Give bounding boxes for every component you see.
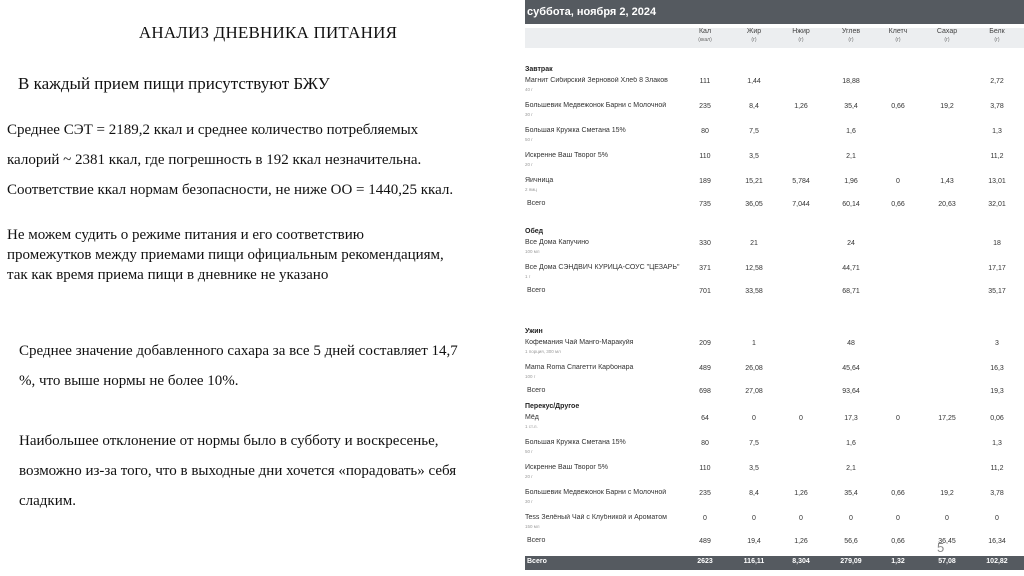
meal-section-title: Обед — [525, 228, 544, 235]
cell-value: 24 — [847, 240, 855, 247]
food-name: Большая Кружка Сметана 15% — [525, 127, 626, 134]
food-row[interactable] — [525, 464, 1024, 486]
cell-value: 1,3 — [992, 440, 1002, 447]
food-row[interactable] — [525, 239, 1024, 261]
column-header-2 — [781, 28, 821, 44]
food-name: Кофемания Чай Манго-Маракуйя — [525, 339, 634, 346]
paragraph-regime-line-1: Не можем судить о режиме питания и его соответствию — [7, 227, 364, 243]
paragraph-regime-line-2: промежутков между приемами пищи официальным рекомендациям, — [7, 247, 444, 263]
cell-value: 80 — [701, 128, 709, 135]
paragraph-calories-line-2: калорий ~ 2381 ккал, где погрешность в 192 ккал незначительна. — [7, 152, 422, 168]
cell-value: 27,08 — [745, 388, 763, 395]
cell-value: 8,4 — [749, 103, 759, 110]
cell-value: 7,5 — [749, 440, 759, 447]
day-total-value: 102,82 — [986, 558, 1008, 565]
cell-value: 489 — [699, 365, 711, 372]
cell-value: 21 — [750, 240, 758, 247]
food-name: Mama Roma Спагетти Карбонара — [525, 364, 634, 371]
cell-value: 64 — [701, 415, 709, 422]
cell-value: 19,4 — [747, 538, 761, 545]
paragraph-sugar — [19, 336, 524, 396]
cell-value: 56,6 — [844, 538, 858, 545]
cell-value: 33,58 — [745, 288, 763, 295]
column-header-0 — [685, 28, 725, 44]
column-header-name: Клетч — [888, 28, 908, 35]
cell-value: 1 — [752, 340, 756, 347]
cell-value: 1,26 — [794, 538, 808, 545]
cell-value: 93,64 — [842, 388, 860, 395]
food-name: Большевик Медвежонок Барни с Молочной — [525, 489, 667, 496]
food-row[interactable] — [525, 177, 1024, 199]
cell-value: 1,3 — [992, 128, 1002, 135]
column-header-name: Нжир — [792, 28, 810, 35]
cell-value: 0,66 — [891, 538, 905, 545]
cell-value: 68,71 — [842, 288, 860, 295]
food-row[interactable] — [525, 264, 1024, 286]
paragraph-weekend-line-3: сладким. — [19, 493, 76, 509]
paragraph-weekend-line-1: Наибольшее отклонение от нормы было в субботу и воскресенье, — [19, 433, 439, 449]
cell-value: 330 — [699, 240, 711, 247]
cell-value: 0 — [849, 515, 853, 522]
cell-value: 111 — [699, 78, 711, 85]
day-total-value: 57,08 — [938, 558, 956, 565]
food-row[interactable] — [525, 77, 1024, 99]
column-header-name: Кал — [698, 28, 712, 35]
meal-section-title: Завтрак — [525, 66, 553, 73]
column-header-3 — [831, 28, 871, 44]
cell-value: 44,71 — [842, 265, 860, 272]
meal-section-title: Перекус/Другое — [525, 403, 580, 410]
cell-value: 36,45 — [938, 538, 956, 545]
food-row[interactable] — [525, 439, 1024, 461]
column-header-name: Углев — [841, 28, 861, 35]
meal-total-label: Всего — [527, 287, 546, 294]
cell-value: 0 — [945, 515, 949, 522]
cell-value: 17,25 — [938, 415, 956, 422]
cell-value: 1,26 — [794, 490, 808, 497]
cell-value: 19,2 — [940, 103, 954, 110]
meal-total-row — [525, 200, 1024, 222]
cell-value: 701 — [699, 288, 711, 295]
cell-value: 11,2 — [990, 465, 1004, 472]
cell-value: 0 — [896, 515, 900, 522]
food-portion: 50 г — [525, 449, 533, 454]
cell-value: 17,3 — [844, 415, 858, 422]
column-header-name: Белк — [989, 28, 1005, 35]
column-header-5 — [927, 28, 967, 44]
paragraph-weekend — [19, 426, 524, 516]
cell-value: 489 — [699, 538, 711, 545]
cell-value: 12,58 — [745, 265, 763, 272]
cell-value: 60,14 — [842, 201, 860, 208]
day-total-row — [525, 556, 1024, 570]
column-header-unit: (г) — [944, 37, 950, 43]
food-row[interactable] — [525, 414, 1024, 436]
meal-total-row — [525, 287, 1024, 309]
food-name: Искренне Ваш Творог 5% — [525, 464, 608, 471]
cell-value: 18,88 — [842, 78, 860, 85]
cell-value: 209 — [699, 340, 711, 347]
food-portion: 2 ямц — [525, 187, 537, 192]
column-header-4 — [878, 28, 918, 44]
paragraph-bju: В каждый прием пищи присутствуют БЖУ — [18, 74, 330, 93]
cell-value: 19,2 — [940, 490, 954, 497]
food-row[interactable] — [525, 514, 1024, 536]
meal-total-row — [525, 387, 1024, 409]
cell-value: 0 — [799, 415, 803, 422]
paragraph-regime — [7, 225, 522, 285]
cell-value: 80 — [701, 440, 709, 447]
cell-value: 0,66 — [891, 103, 905, 110]
food-row[interactable] — [525, 152, 1024, 174]
cell-value: 0 — [995, 515, 999, 522]
cell-value: 189 — [699, 178, 711, 185]
food-portion: 150 мл — [525, 524, 540, 529]
food-row[interactable] — [525, 102, 1024, 124]
column-header-unit: (г) — [895, 37, 901, 43]
column-header-1 — [734, 28, 774, 44]
cell-value: 110 — [699, 153, 711, 160]
food-name: Искренне Ваш Творог 5% — [525, 152, 608, 159]
food-row[interactable] — [525, 489, 1024, 511]
food-name: Яичница — [525, 177, 554, 184]
column-header-unit: (г) — [798, 37, 804, 43]
cell-value: 45,64 — [842, 365, 860, 372]
day-total-value: 1,32 — [891, 558, 905, 565]
paragraph-sugar-line-2: %, что выше нормы не более 10%. — [19, 373, 239, 389]
cell-value: 36,05 — [745, 201, 763, 208]
cell-value: 235 — [699, 103, 711, 110]
food-name: Магнит Сибирский Зерновой Хлеб 8 Злаков — [525, 77, 668, 84]
cell-value: 1,6 — [846, 128, 856, 135]
slide-title: АНАЛИЗ ДНЕВНИКА ПИТАНИЯ — [138, 23, 398, 42]
column-header-name: Жир — [746, 28, 762, 35]
cell-value: 1,43 — [940, 178, 954, 185]
page-number: 5 — [937, 540, 945, 555]
cell-value: 0 — [752, 415, 756, 422]
cell-value: 1,96 — [844, 178, 858, 185]
food-portion: 20 г — [525, 162, 533, 167]
cell-value: 2,1 — [846, 153, 856, 160]
cell-value: 0,06 — [990, 415, 1004, 422]
cell-value: 18 — [993, 240, 1001, 247]
food-name: Мёд — [525, 414, 539, 421]
paragraph-calories-line-1: Среднее СЭТ = 2189,2 ккал и среднее количество потребляемых — [7, 122, 419, 138]
diary-date-header: суббота, ноября 2, 2024 — [525, 0, 1024, 24]
cell-value: 15,21 — [745, 178, 763, 185]
column-header-6 — [977, 28, 1017, 44]
cell-value: 0 — [703, 515, 707, 522]
day-total-label: Всего — [527, 558, 547, 565]
cell-value: 7,044 — [792, 201, 810, 208]
food-portion: 1 порция, 300 мл — [525, 349, 561, 354]
food-row[interactable] — [525, 339, 1024, 361]
cell-value: 11,2 — [990, 153, 1004, 160]
cell-value: 48 — [847, 340, 855, 347]
meal-total-label: Всего — [527, 200, 546, 207]
cell-value: 0 — [799, 515, 803, 522]
cell-value: 16,34 — [988, 538, 1006, 545]
cell-value: 0 — [896, 178, 900, 185]
cell-value: 35,17 — [988, 288, 1006, 295]
food-portion: 20 г — [525, 474, 533, 479]
food-portion: 1 ст.л. — [525, 424, 538, 429]
cell-value: 0 — [752, 515, 756, 522]
column-header-unit: (г) — [751, 37, 757, 43]
cell-value: 2,72 — [990, 78, 1004, 85]
cell-value: 0,66 — [891, 201, 905, 208]
cell-value: 13,01 — [988, 178, 1006, 185]
food-portion: 1 г — [525, 274, 531, 279]
diary-column-headers — [525, 28, 1024, 48]
food-name: Все Дома Капучино — [525, 239, 589, 246]
paragraph-sugar-line-1: Среднее значение добавленного сахара за все 5 дней составляет 14,7 — [19, 343, 458, 359]
cell-value: 3,5 — [749, 465, 759, 472]
column-header-unit: (г) — [994, 37, 1000, 43]
food-name: Tess Зелёный Чай с Клубникой и Ароматом — [525, 514, 667, 521]
day-total-value: 116,11 — [743, 558, 765, 565]
cell-value: 19,3 — [990, 388, 1004, 395]
cell-value: 35,4 — [844, 490, 858, 497]
column-header-unit: (г) — [848, 37, 854, 43]
food-name: Все Дома СЭНДВИЧ КУРИЦА-СОУС "ЦЕЗАРЬ" — [525, 264, 680, 271]
food-row[interactable] — [525, 127, 1024, 149]
cell-value: 7,5 — [749, 128, 759, 135]
meal-total-label: Всего — [527, 537, 546, 544]
cell-value: 17,17 — [988, 265, 1006, 272]
paragraph-regime-line-3: так как время приема пищи в дневнике не указано — [7, 267, 329, 283]
food-portion: 30 г — [525, 499, 533, 504]
cell-value: 235 — [699, 490, 711, 497]
food-portion: 40 г — [525, 87, 533, 92]
food-portion: 30 г — [525, 112, 533, 117]
column-header-name: Сахар — [936, 28, 958, 35]
food-name: Большевик Медвежонок Барни с Молочной — [525, 102, 667, 109]
cell-value: 0,66 — [891, 490, 905, 497]
meal-section-title: Ужин — [525, 328, 543, 335]
paragraph-calories — [7, 115, 522, 205]
day-total-value: 2623 — [697, 558, 713, 565]
cell-value: 16,3 — [990, 365, 1004, 372]
food-portion: 50 г — [525, 137, 533, 142]
cell-value: 698 — [699, 388, 711, 395]
food-portion: 100 мл — [525, 249, 540, 254]
food-name: Большая Кружка Сметана 15% — [525, 439, 626, 446]
cell-value: 0 — [896, 415, 900, 422]
cell-value: 1,6 — [846, 440, 856, 447]
paragraph-weekend-line-2: возможно из-за того, что в выходные дни хочется «порадовать» себя — [19, 463, 457, 479]
column-header-unit: (ккал) — [698, 37, 712, 43]
paragraph-calories-line-3: Соответствие ккал нормам безопасности, не ниже ОО = 1440,25 ккал. — [7, 182, 454, 198]
cell-value: 2,1 — [846, 465, 856, 472]
cell-value: 735 — [699, 201, 711, 208]
cell-value: 35,4 — [844, 103, 858, 110]
cell-value: 32,01 — [988, 201, 1006, 208]
cell-value: 20,63 — [938, 201, 956, 208]
day-total-value: 8,304 — [792, 558, 810, 565]
cell-value: 5,784 — [792, 178, 810, 185]
cell-value: 1,26 — [794, 103, 808, 110]
cell-value: 8,4 — [749, 490, 759, 497]
day-total-value: 279,09 — [840, 558, 862, 565]
cell-value: 3,78 — [990, 103, 1004, 110]
cell-value: 1,44 — [747, 78, 761, 85]
cell-value: 3 — [995, 340, 999, 347]
cell-value: 3,78 — [990, 490, 1004, 497]
cell-value: 371 — [699, 265, 711, 272]
food-row[interactable] — [525, 364, 1024, 386]
cell-value: 3,5 — [749, 153, 759, 160]
food-diary-screenshot — [525, 0, 1024, 576]
food-portion: 100 г — [525, 374, 536, 379]
cell-value: 26,08 — [745, 365, 763, 372]
meal-total-label: Всего — [527, 387, 546, 394]
cell-value: 110 — [699, 465, 711, 472]
